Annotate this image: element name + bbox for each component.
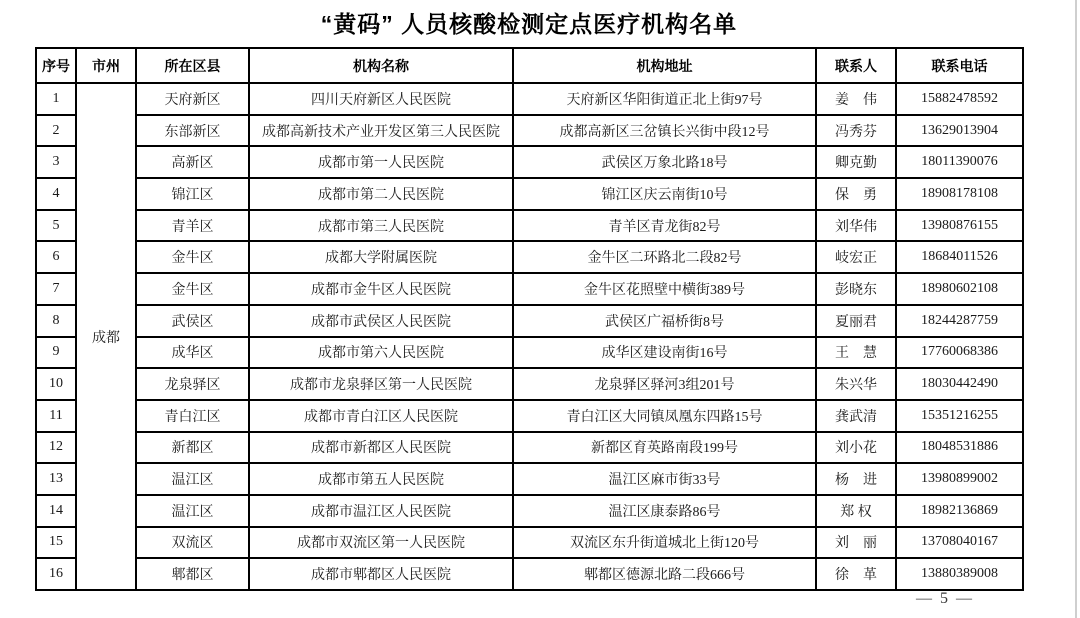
district-cell: 天府新区: [136, 83, 249, 115]
contact-phone-cell: 18982136869: [896, 495, 1023, 527]
district-cell: 高新区: [136, 146, 249, 178]
contact-phone-cell: 13980876155: [896, 210, 1023, 242]
contact-person-cell: 朱兴华: [816, 368, 896, 400]
district-cell: 温江区: [136, 463, 249, 495]
institution-name-cell: 成都市青白江区人民医院: [249, 400, 513, 432]
serial-number-cell: 9: [36, 337, 76, 369]
serial-number-cell: 1: [36, 83, 76, 115]
institution-name-cell: 成都市第二人民医院: [249, 178, 513, 210]
serial-number-cell: 11: [36, 400, 76, 432]
table-row: [36, 558, 1023, 590]
table-row: [36, 495, 1023, 527]
table-row: [36, 463, 1023, 495]
contact-person-cell: 徐 革: [816, 558, 896, 590]
institution-address-cell: 新都区育英路南段199号: [513, 432, 816, 464]
institution-address-cell: 金牛区二环路北二段82号: [513, 241, 816, 273]
district-cell: 青羊区: [136, 210, 249, 242]
district-cell: 武侯区: [136, 305, 249, 337]
header-contact-phone: 联系电话: [896, 48, 1023, 83]
contact-person-cell: 刘华伟: [816, 210, 896, 242]
contact-phone-cell: 18048531886: [896, 432, 1023, 464]
institution-name-cell: 成都高新技术产业开发区第三人民医院: [249, 115, 513, 147]
contact-phone-cell: 13708040167: [896, 527, 1023, 559]
district-cell: 东部新区: [136, 115, 249, 147]
serial-number-cell: 15: [36, 527, 76, 559]
serial-number-cell: 14: [36, 495, 76, 527]
serial-number-cell: 3: [36, 146, 76, 178]
contact-person-cell: 卿克勤: [816, 146, 896, 178]
district-cell: 锦江区: [136, 178, 249, 210]
institution-address-cell: 成都高新区三岔镇长兴街中段12号: [513, 115, 816, 147]
table-row: [36, 210, 1023, 242]
institution-address-cell: 武侯区广福桥街8号: [513, 305, 816, 337]
district-cell: 郫都区: [136, 558, 249, 590]
district-cell: 金牛区: [136, 273, 249, 305]
header-district: 所在区县: [136, 48, 249, 83]
table-row: [36, 305, 1023, 337]
table-row: [36, 368, 1023, 400]
contact-phone-cell: 18684011526: [896, 241, 1023, 273]
institution-address-cell: 锦江区庆云南街10号: [513, 178, 816, 210]
institution-name-cell: 四川天府新区人民医院: [249, 83, 513, 115]
contact-phone-cell: 15351216255: [896, 400, 1023, 432]
table-row: [36, 178, 1023, 210]
header-institution-name: 机构名称: [249, 48, 513, 83]
contact-phone-cell: 13629013904: [896, 115, 1023, 147]
serial-number-cell: 8: [36, 305, 76, 337]
institution-address-cell: 青白江区大同镇凤凰东四路15号: [513, 400, 816, 432]
district-cell: 龙泉驿区: [136, 368, 249, 400]
institution-name-cell: 成都市龙泉驿区第一人民医院: [249, 368, 513, 400]
institution-address-cell: 温江区麻市街33号: [513, 463, 816, 495]
serial-number-cell: 4: [36, 178, 76, 210]
institution-name-cell: 成都市第三人民医院: [249, 210, 513, 242]
contact-phone-cell: 17760068386: [896, 337, 1023, 369]
institution-name-cell: 成都市第一人民医院: [249, 146, 513, 178]
contact-person-cell: 杨 进: [816, 463, 896, 495]
contact-person-cell: 王 慧: [816, 337, 896, 369]
contact-person-cell: 龚武清: [816, 400, 896, 432]
contact-person-cell: 刘 丽: [816, 527, 896, 559]
serial-number-cell: 7: [36, 273, 76, 305]
contact-phone-cell: 13880389008: [896, 558, 1023, 590]
district-cell: 金牛区: [136, 241, 249, 273]
hospital-roster-table: [35, 47, 1024, 591]
contact-person-cell: 冯秀芬: [816, 115, 896, 147]
city-merged-cell: 成都: [76, 83, 136, 590]
serial-number-cell: 16: [36, 558, 76, 590]
table-row: [36, 273, 1023, 305]
institution-name-cell: 成都大学附属医院: [249, 241, 513, 273]
page-number: — 5 —: [916, 590, 974, 607]
table-row: [36, 115, 1023, 147]
table-body: [36, 83, 1023, 590]
table-row: [36, 432, 1023, 464]
contact-phone-cell: 18244287759: [896, 305, 1023, 337]
district-cell: 青白江区: [136, 400, 249, 432]
institution-name-cell: 成都市武侯区人民医院: [249, 305, 513, 337]
table-row: [36, 337, 1023, 369]
header-city: 市州: [76, 48, 136, 83]
contact-phone-cell: 18030442490: [896, 368, 1023, 400]
contact-phone-cell: 18908178108: [896, 178, 1023, 210]
contact-phone-cell: 15882478592: [896, 83, 1023, 115]
institution-name-cell: 成都市郫都区人民医院: [249, 558, 513, 590]
institution-name-cell: 成都市新都区人民医院: [249, 432, 513, 464]
institution-address-cell: 武侯区万象北路18号: [513, 146, 816, 178]
institution-address-cell: 金牛区花照壁中横街389号: [513, 273, 816, 305]
table-row: [36, 146, 1023, 178]
institution-address-cell: 龙泉驿区驿河3组201号: [513, 368, 816, 400]
contact-person-cell: 岐宏正: [816, 241, 896, 273]
serial-number-cell: 10: [36, 368, 76, 400]
contact-person-cell: 姜 伟: [816, 83, 896, 115]
institution-name-cell: 成都市金牛区人民医院: [249, 273, 513, 305]
district-cell: 双流区: [136, 527, 249, 559]
serial-number-cell: 2: [36, 115, 76, 147]
contact-person-cell: 刘小花: [816, 432, 896, 464]
page-title: “黄码” 人员核酸检测定点医疗机构名单: [320, 11, 738, 37]
institution-address-cell: 双流区东升街道城北上街120号: [513, 527, 816, 559]
contact-phone-cell: 18980602108: [896, 273, 1023, 305]
district-cell: 新都区: [136, 432, 249, 464]
table-row: [36, 400, 1023, 432]
institution-address-cell: 温江区康泰路86号: [513, 495, 816, 527]
district-cell: 成华区: [136, 337, 249, 369]
serial-number-cell: 6: [36, 241, 76, 273]
header-serial-number: 序号: [36, 48, 76, 83]
table-row: [36, 241, 1023, 273]
institution-address-cell: 天府新区华阳街道正北上街97号: [513, 83, 816, 115]
institution-address-cell: 成华区建设南街16号: [513, 337, 816, 369]
institution-address-cell: 郫都区德源北路二段666号: [513, 558, 816, 590]
table-header: [36, 48, 1023, 83]
header-contact-person: 联系人: [816, 48, 896, 83]
contact-person-cell: 郑 权: [816, 495, 896, 527]
institution-address-cell: 青羊区青龙街82号: [513, 210, 816, 242]
institution-name-cell: 成都市第六人民医院: [249, 337, 513, 369]
table-row: [36, 527, 1023, 559]
header-row: [36, 48, 1023, 83]
contact-person-cell: 彭晓东: [816, 273, 896, 305]
contact-person-cell: 保 勇: [816, 178, 896, 210]
page-right-edge-line: [1075, 0, 1077, 618]
contact-phone-cell: 13980899002: [896, 463, 1023, 495]
institution-name-cell: 成都市第五人民医院: [249, 463, 513, 495]
contact-phone-cell: 18011390076: [896, 146, 1023, 178]
contact-person-cell: 夏丽君: [816, 305, 896, 337]
serial-number-cell: 13: [36, 463, 76, 495]
table-row: [36, 83, 1023, 115]
serial-number-cell: 12: [36, 432, 76, 464]
serial-number-cell: 5: [36, 210, 76, 242]
institution-name-cell: 成都市双流区第一人民医院: [249, 527, 513, 559]
institution-name-cell: 成都市温江区人民医院: [249, 495, 513, 527]
header-institution-address: 机构地址: [513, 48, 816, 83]
district-cell: 温江区: [136, 495, 249, 527]
